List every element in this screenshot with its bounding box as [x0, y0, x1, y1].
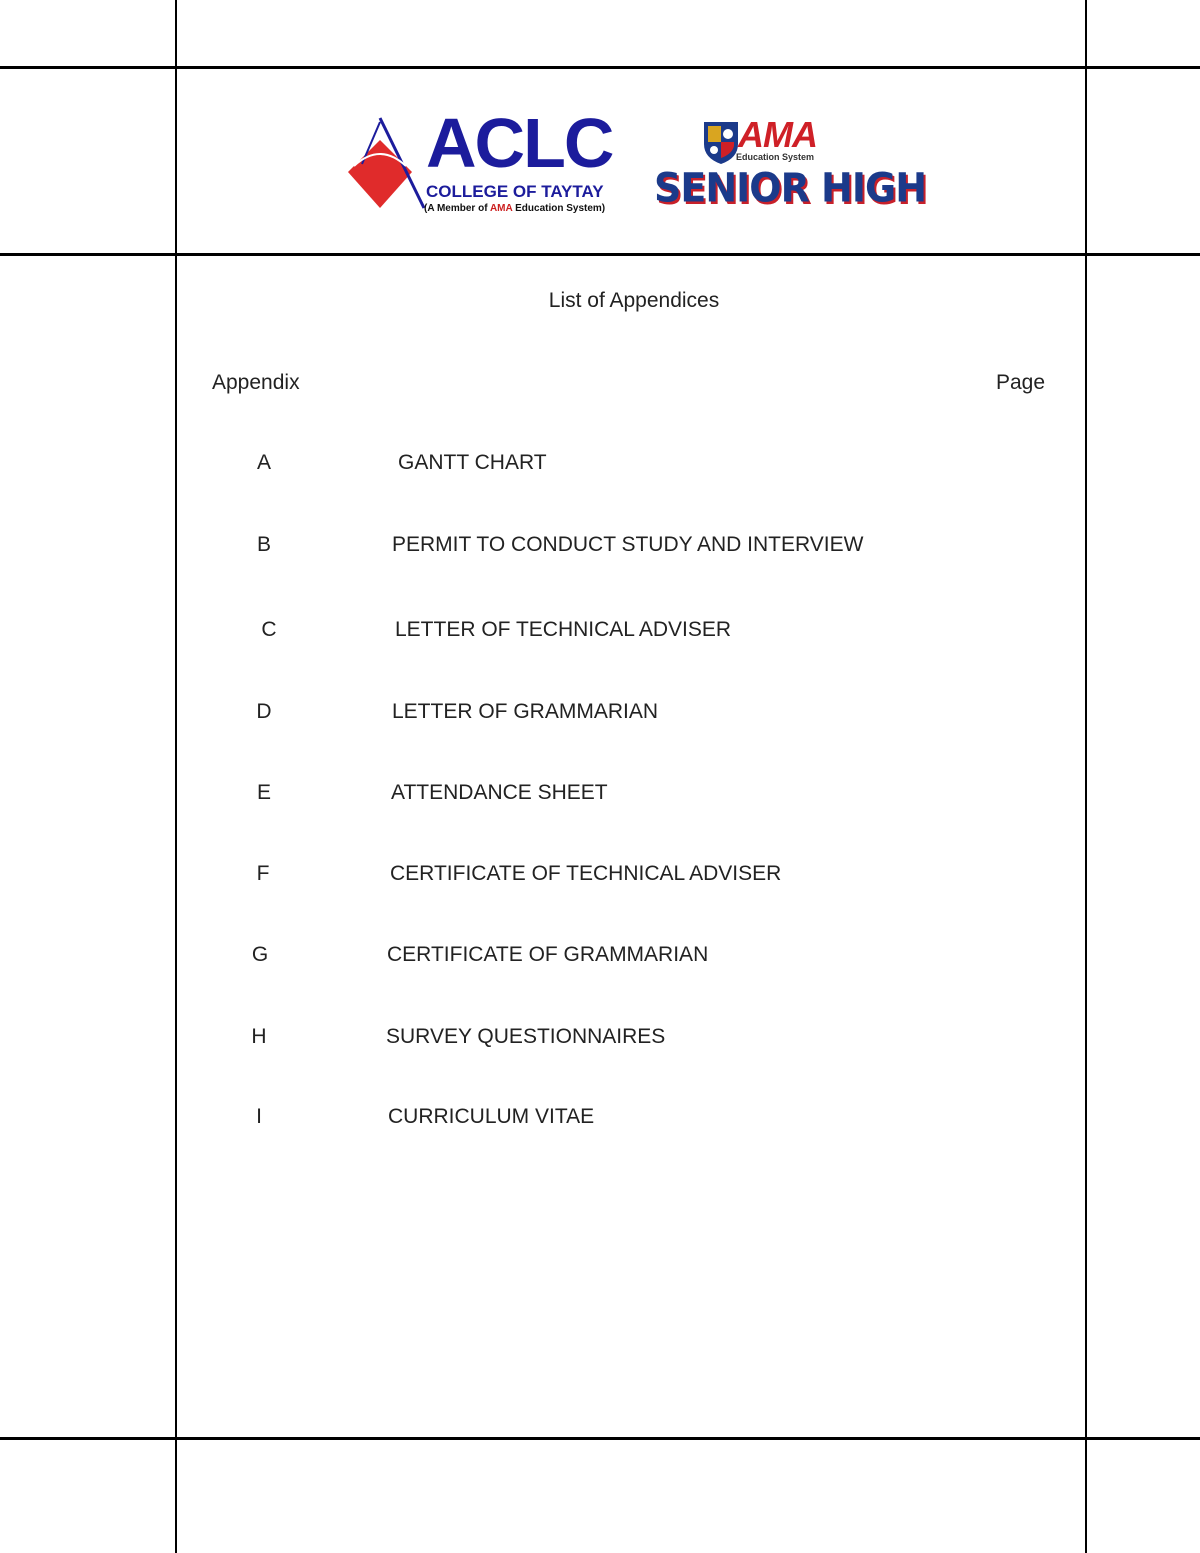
appendix-row [0, 861, 1200, 891]
appendix-title: LETTER OF GRAMMARIAN [392, 700, 659, 723]
appendix-letter: G [251, 943, 269, 966]
appendix-title: GANTT CHART [398, 451, 547, 474]
senior-high-logo-text: SENIOR HIGH [654, 164, 926, 212]
appendix-letter: I [256, 1105, 262, 1128]
appendix-letter: A [256, 451, 271, 474]
frame-right-line [1085, 0, 1087, 1553]
appendix-title: ATTENDANCE SHEET [391, 781, 608, 804]
column-header-page: Page [996, 371, 1046, 394]
appendix-row [0, 942, 1200, 972]
aclc-logo-member-line: (A Member of AMA Education System) [424, 203, 606, 214]
appendix-letter: H [251, 1025, 267, 1048]
appendix-row [0, 1104, 1200, 1134]
appendix-title: CERTIFICATE OF GRAMMARIAN [387, 943, 709, 966]
frame-bottom-line [0, 1437, 1200, 1440]
appendix-letter: D [256, 700, 272, 723]
appendix-row [0, 780, 1200, 810]
appendix-title: SURVEY QUESTIONNAIRES [386, 1025, 666, 1048]
appendix-title: PERMIT TO CONDUCT STUDY AND INTERVIEW [392, 533, 864, 556]
aclc-logo-subtitle: COLLEGE OF TAYTAY [426, 182, 604, 201]
appendix-row [0, 617, 1200, 647]
aclc-logo-name: ACLC [426, 104, 613, 182]
appendix-title: LETTER OF TECHNICAL ADVISER [395, 618, 732, 641]
frame-header-divider [0, 253, 1200, 256]
appendix-letter: C [261, 618, 277, 641]
appendix-row [0, 532, 1200, 562]
column-header-appendix: Appendix [212, 371, 300, 394]
frame-top-line [0, 66, 1200, 69]
frame-left-line [175, 0, 177, 1553]
appendix-letter: F [256, 862, 270, 885]
ama-logo-name: AMA [738, 114, 817, 155]
ama-shield-icon [702, 120, 740, 166]
page-title: List of Appendices [548, 289, 720, 312]
header-logos [340, 104, 926, 222]
appendix-title: CURRICULUM VITAE [388, 1105, 595, 1128]
appendix-title: CERTIFICATE OF TECHNICAL ADVISER [390, 862, 782, 885]
appendix-row [0, 699, 1200, 729]
appendix-letter: E [256, 781, 271, 804]
appendix-row [0, 450, 1200, 480]
appendix-letter: B [256, 533, 271, 556]
appendix-row [0, 1024, 1200, 1054]
ama-logo-edu-system: Education System [736, 152, 815, 162]
aclc-diamond-logo-icon [340, 112, 430, 212]
